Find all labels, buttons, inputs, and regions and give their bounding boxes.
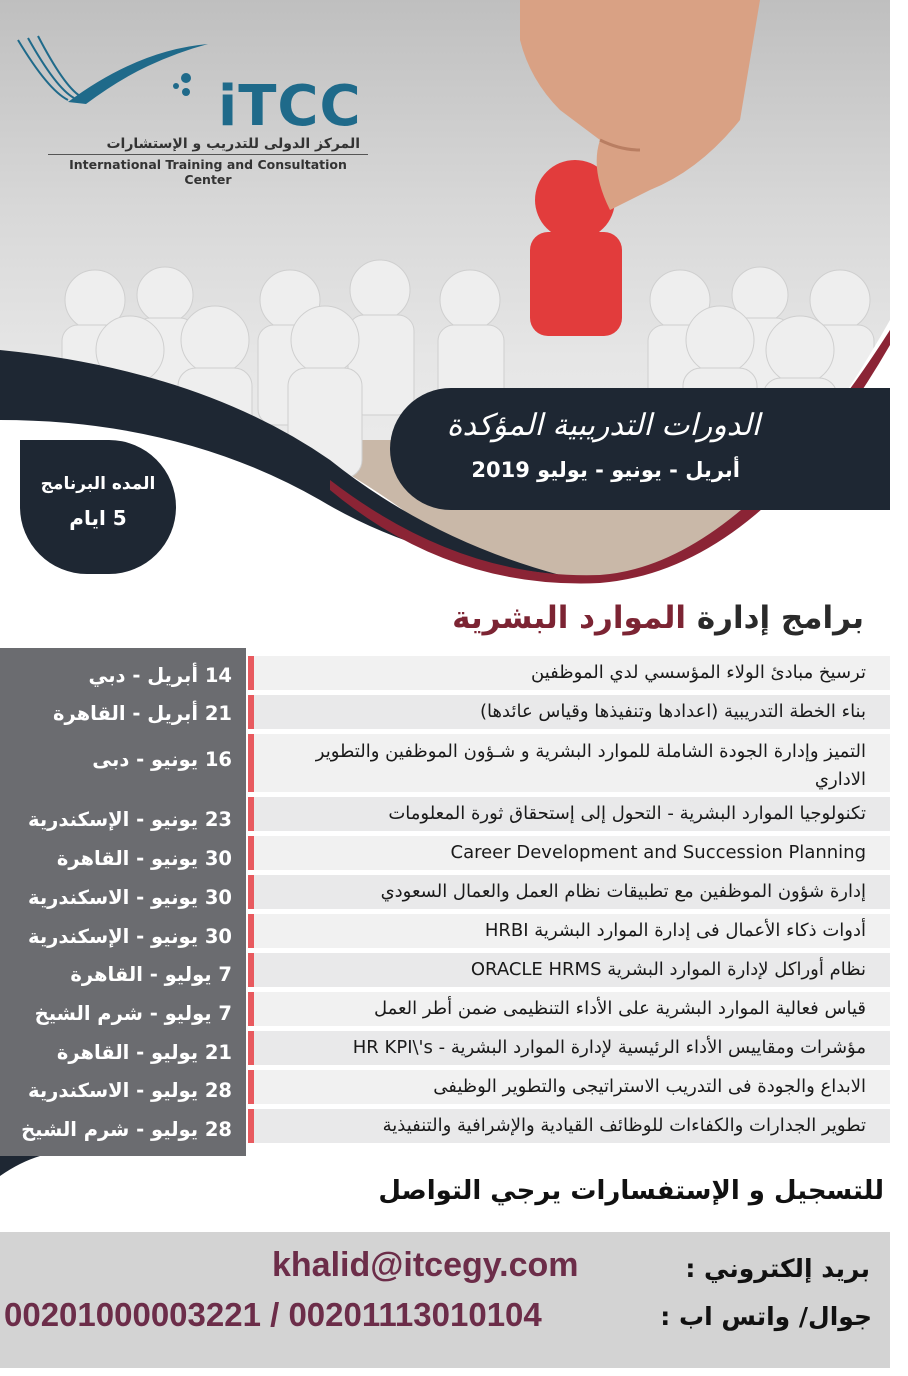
- schedule-item: 21 يوليو - القاهرة: [56, 1041, 232, 1064]
- corner-decoration: [0, 1156, 60, 1176]
- course-title: تكنولوجيا الموارد البشرية - التحول إلى إستحقاق ثورة المعلومات: [388, 803, 866, 824]
- schedule-item: 7 يوليو - شرم الشيخ: [34, 1002, 232, 1025]
- course-title: تطوير الجدارات والكفاءات للوظائف القيادية والإشرافية والتنفيذية: [382, 1115, 866, 1136]
- course-row: [248, 656, 890, 690]
- logo-english-name: International Training and Consultation Center: [48, 154, 368, 187]
- course-row: [248, 953, 890, 987]
- schedule-item: 16 يونيو - دبى: [92, 748, 232, 771]
- course-row: [248, 914, 890, 948]
- course-title: أدوات ذكاء الأعمال فى إدارة الموارد البشرية HRBI: [484, 920, 866, 941]
- section-title: [300, 600, 864, 636]
- duration-badge: [20, 440, 176, 574]
- logo: [8, 30, 368, 187]
- course-title: ترسيخ مبادئ الولاء المؤسسي لدي الموظفين: [531, 662, 866, 683]
- duration-label: المده البرنامج: [40, 474, 156, 494]
- schedule-item: 14 أبريل - دبي: [88, 664, 232, 687]
- course-title: إدارة شؤون الموظفين مع تطبيقات نظام العمل والعمال السعودي: [380, 881, 866, 902]
- course-title: بناء الخطة التدريبية (اعدادها وتنفيذها وقياس عائدها): [480, 701, 866, 722]
- phone-numbers[interactable]: 00201000003221 / 00201113010104: [4, 1296, 542, 1333]
- course-title: قياس فعالية الموارد البشرية على الأداء التنظيمى ضمن أطر العمل: [373, 998, 866, 1019]
- banner-dates: أبريل - يونيو - يوليو 2019: [471, 458, 740, 482]
- course-row: [248, 875, 890, 909]
- email-address[interactable]: khalid@itcegy.com: [272, 1246, 579, 1284]
- schedule-item: 30 يونيو - الاسكندرية: [28, 886, 232, 909]
- section-title-prefix: برامج إدارة: [696, 600, 864, 636]
- schedule-item: 30 يونيو - القاهرة: [56, 847, 232, 870]
- course-row: [248, 1070, 890, 1104]
- course-row: [248, 992, 890, 1026]
- schedule-item: 23 يونيو - الإسكندرية: [28, 808, 232, 831]
- contact-box: [0, 1232, 890, 1368]
- logo-swoosh-icon: [8, 30, 228, 120]
- course-row: [248, 734, 890, 792]
- duration-value: 5 ايام: [69, 506, 127, 530]
- title-banner: [390, 388, 890, 510]
- course-title: نظام أوراكل لإدارة الموارد البشرية ORACLE HRMS: [470, 959, 866, 980]
- phone-label: جوال/ واتس اب :: [660, 1302, 872, 1331]
- course-row: [248, 695, 890, 729]
- schedule-item: 30 يونيو - الإسكندرية: [28, 925, 232, 948]
- course-title: Career Development and Succession Planning: [450, 842, 866, 863]
- schedule-item: 7 يوليو - القاهرة: [70, 963, 232, 986]
- course-row: [248, 797, 890, 831]
- course-title: مؤشرات ومقاييس الأداء الرئيسية لإدارة الموارد البشرية - HR KPI\'s: [352, 1037, 866, 1058]
- course-title: الابداع والجودة فى التدريب الاستراتيجى والتطوير الوظيفى: [433, 1076, 866, 1097]
- logo-brand-name: iTCC: [218, 74, 362, 139]
- course-row: [248, 1031, 890, 1065]
- schedule-panel: [0, 648, 246, 1156]
- course-row: [248, 1109, 890, 1143]
- contact-heading: للتسجيل و الإستفسارات يرجي التواصل: [378, 1176, 884, 1206]
- schedule-item: 28 يوليو - الاسكندرية: [28, 1079, 232, 1102]
- logo-arabic-name: المركز الدولى للتدريب و الإستشارات: [106, 136, 360, 152]
- banner-title: الدورات التدريبية المؤكدة: [446, 408, 760, 443]
- course-row: [248, 836, 890, 870]
- section-title-accent: الموارد البشرية: [452, 600, 687, 636]
- email-label: بريد إلكتروني :: [685, 1254, 870, 1283]
- course-title: التميز وإدارة الجودة الشاملة للموارد البشرية و شـؤون الموظفين والتطوير الاداري: [315, 741, 866, 790]
- schedule-item: 21 أبريل - القاهرة: [53, 702, 232, 725]
- schedule-item: 28 يوليو - شرم الشيخ: [21, 1118, 232, 1141]
